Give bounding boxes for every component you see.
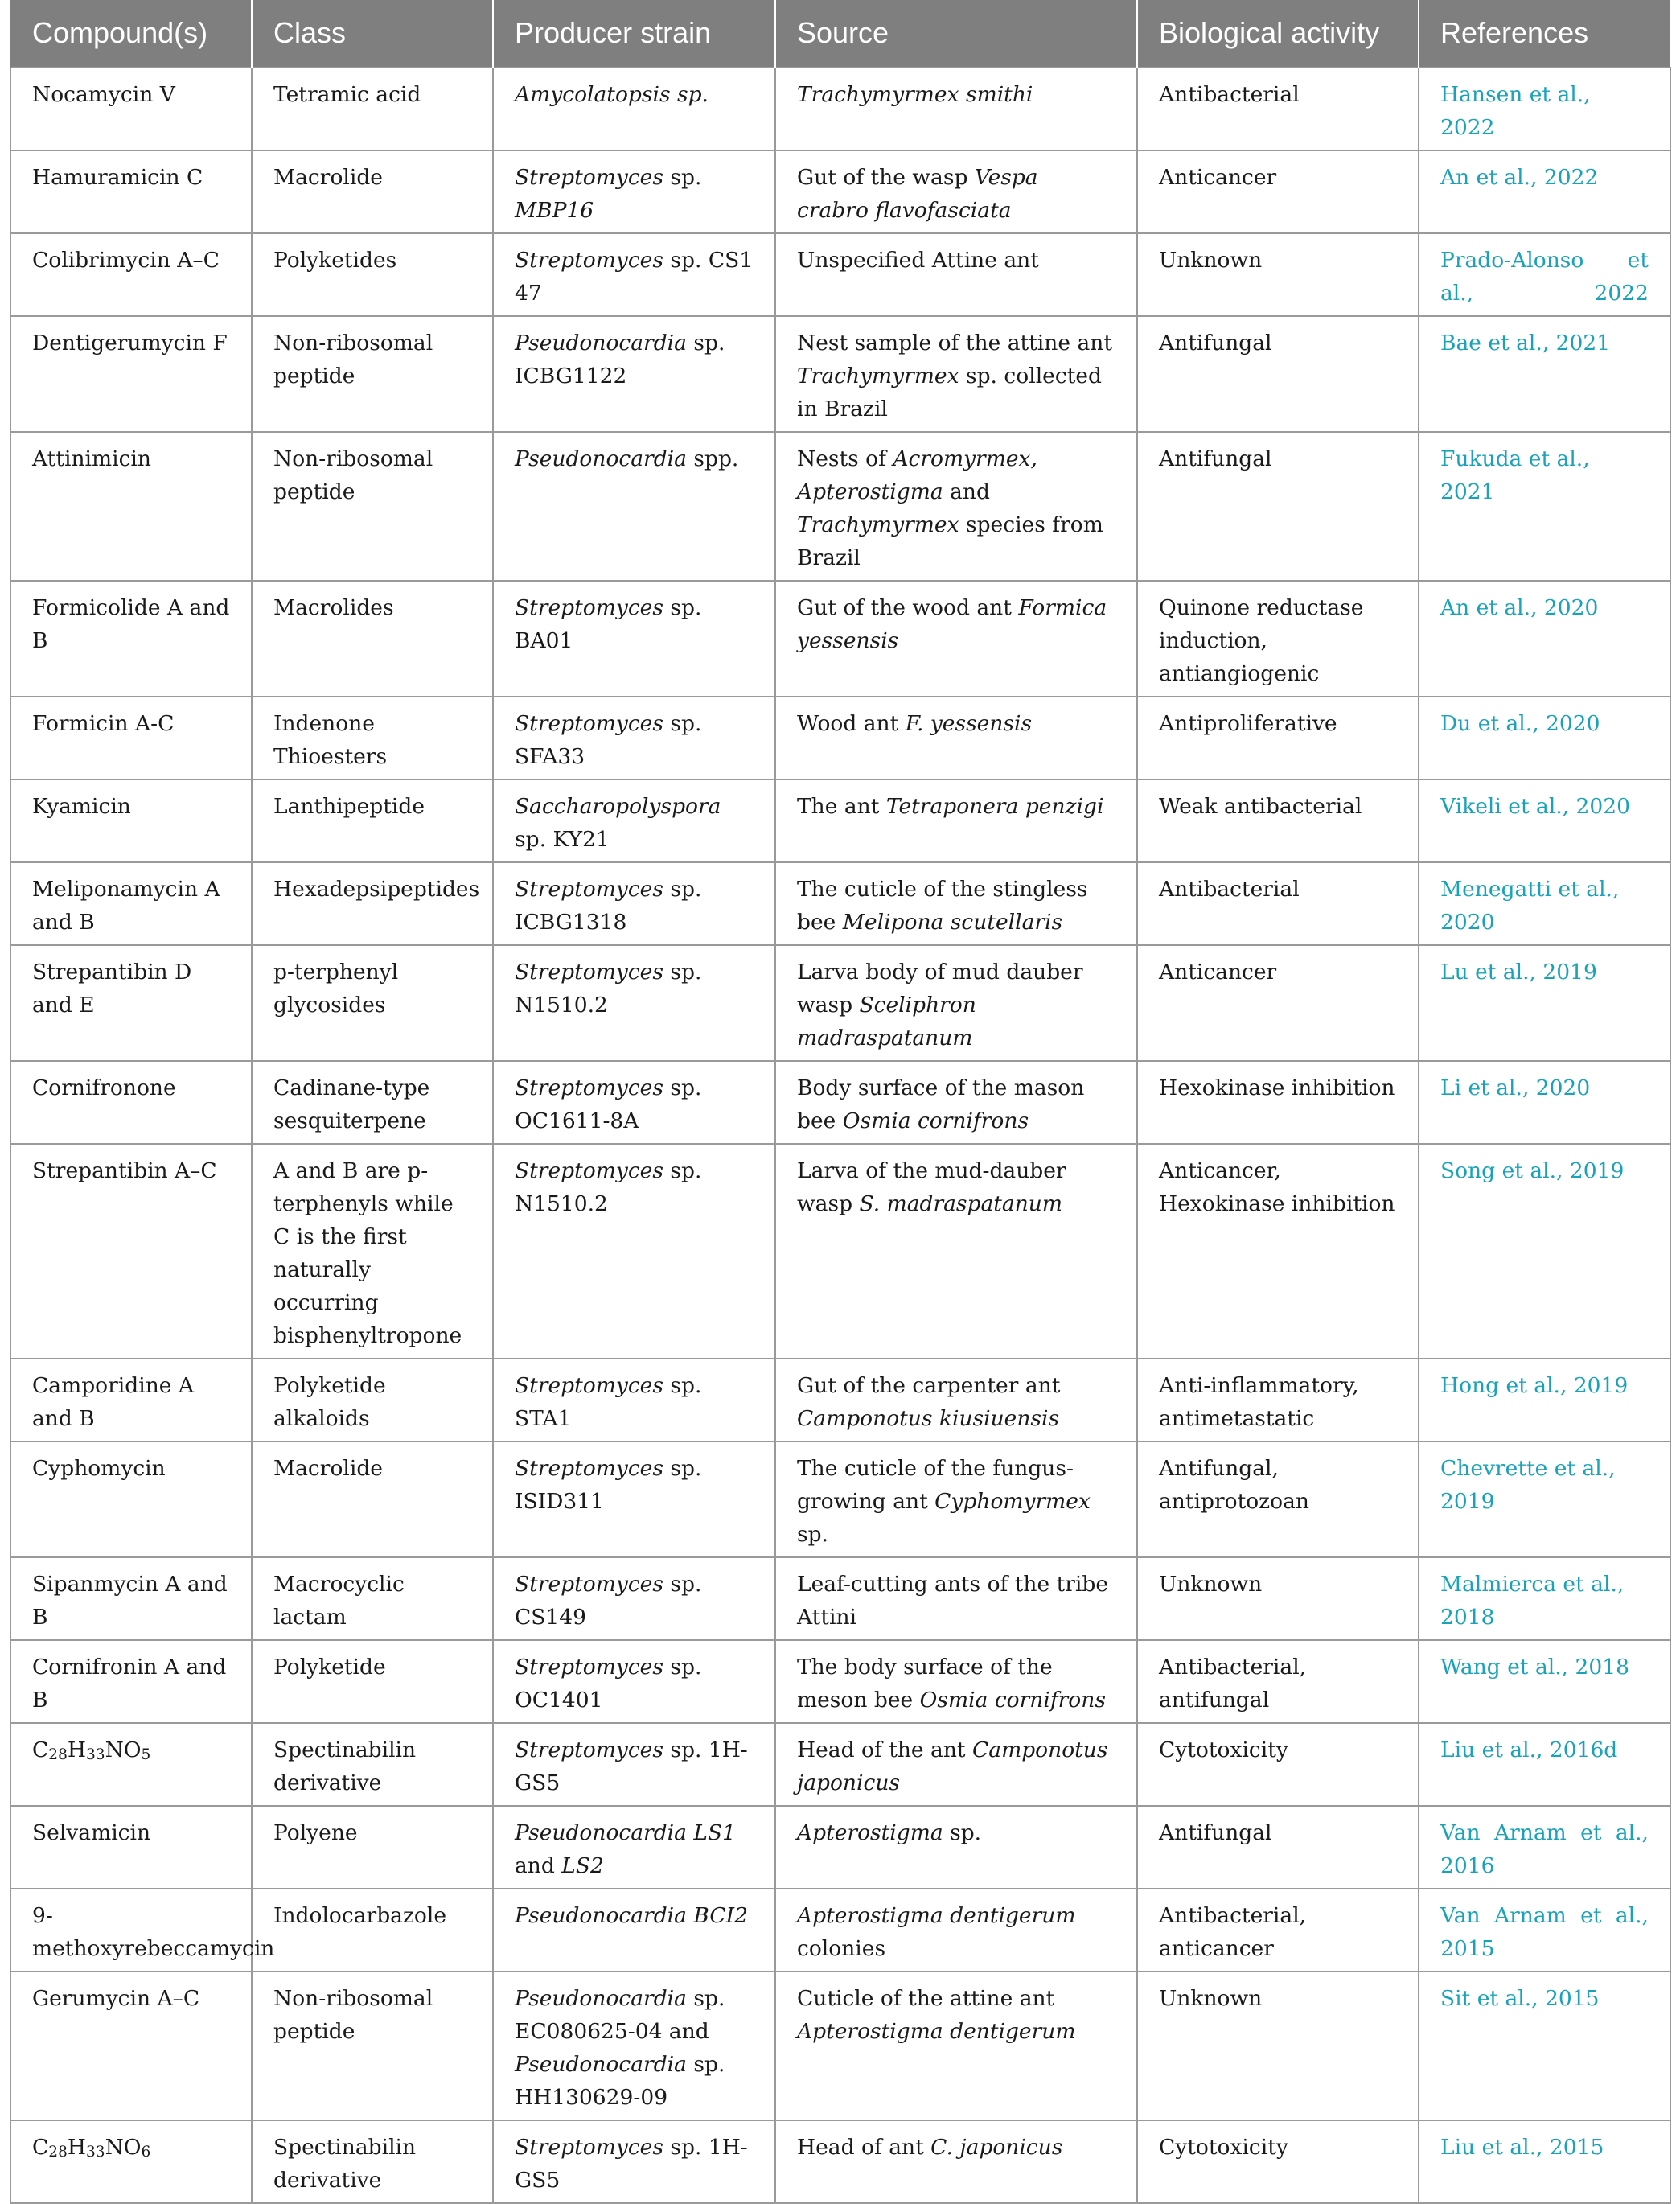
table-row	[10, 316, 1670, 432]
table-wrapper	[10, 0, 1670, 2204]
table-row	[10, 1557, 1670, 1640]
cell-activity: Antifungal	[1137, 1806, 1419, 1889]
cell-activity: Anticancer, Hexokinase inhibition	[1137, 1144, 1419, 1359]
table-row	[10, 2120, 1670, 2203]
cell-activity: Hexokinase inhibition	[1137, 1061, 1419, 1144]
header-compound: Compound(s)	[10, 0, 252, 68]
cell-source: The cuticle of the stingless bee Melipona scutellaris	[775, 862, 1137, 945]
cell-class: Indenone Thioesters	[252, 697, 493, 779]
cell-strain: Streptomyces sp. N1510.2	[493, 1144, 775, 1359]
cell-strain: Streptomyces sp. OC1401	[493, 1640, 775, 1723]
cell-strain: Streptomyces sp. 1H-GS5	[493, 1723, 775, 1806]
cell-compound: Cornifronin A and B	[10, 1640, 252, 1723]
reference-link[interactable]: Fukuda et al., 2021	[1419, 432, 1670, 581]
cell-strain: Pseudonocardia sp. EC080625-04 and Pseudonocardia sp. HH130629-09	[493, 1972, 775, 2120]
compounds-table	[10, 0, 1671, 2204]
table-row	[10, 1806, 1670, 1889]
cell-source: Nest sample of the attine ant Trachymyrmex sp. collected in Brazil	[775, 316, 1137, 432]
cell-strain: Saccharopolyspora sp. KY21	[493, 779, 775, 862]
cell-source: Gut of the wood ant Formica yessensis	[775, 581, 1137, 697]
formula-subscript: 28	[48, 2144, 68, 2161]
cell-class: Hexadepsipeptides	[252, 862, 493, 945]
cell-activity: Unknown	[1137, 1972, 1419, 2120]
reference-link[interactable]: Li et al., 2020	[1419, 1061, 1670, 1144]
cell-source: Head of the ant Camponotus japonicus	[775, 1723, 1137, 1806]
cell-class: Macrolide	[252, 1441, 493, 1557]
cell-compound: 9-methoxyrebeccamycin	[10, 1889, 252, 1972]
formula-subscript: 33	[86, 1746, 105, 1763]
reference-link[interactable]: Van Arnam et al., 2015	[1419, 1889, 1670, 1972]
cell-compound: Strepantibin D and E	[10, 945, 252, 1061]
cell-class: Lanthipeptide	[252, 779, 493, 862]
table-row	[10, 1359, 1670, 1441]
cell-compound: Selvamicin	[10, 1806, 252, 1889]
cell-class: Macrolide	[252, 150, 493, 233]
cell-activity: Unknown	[1137, 233, 1419, 316]
header-source: Source	[775, 0, 1137, 68]
cell-source: Body surface of the mason bee Osmia cornifrons	[775, 1061, 1137, 1144]
cell-source: Larva of the mud-dauber wasp S. madraspatanum	[775, 1144, 1137, 1359]
cell-class: Polyene	[252, 1806, 493, 1889]
table-row	[10, 1061, 1670, 1144]
reference-link[interactable]: Hansen et al., 2022	[1419, 68, 1670, 150]
reference-link[interactable]: Sit et al., 2015	[1419, 1972, 1670, 2120]
cell-source: Cuticle of the attine ant Apterostigma dentigerum	[775, 1972, 1137, 2120]
cell-source: Head of ant C. japonicus	[775, 2120, 1137, 2203]
cell-activity: Antibacterial	[1137, 862, 1419, 945]
cell-class: Indolocarbazole	[252, 1889, 493, 1972]
cell-class: Non-ribosomal peptide	[252, 1972, 493, 2120]
cell-class: Non-ribosomal peptide	[252, 432, 493, 581]
cell-strain: Streptomyces sp. ISID311	[493, 1441, 775, 1557]
cell-class: Polyketide	[252, 1640, 493, 1723]
table-row	[10, 1441, 1670, 1557]
cell-strain: Streptomyces sp. STA1	[493, 1359, 775, 1441]
cell-compound: Kyamicin	[10, 779, 252, 862]
table-row	[10, 1972, 1670, 2120]
cell-source: Wood ant F. yessensis	[775, 697, 1137, 779]
reference-link[interactable]: Prado-Alonso et al., 2022	[1419, 233, 1670, 316]
formula-part: C	[32, 1737, 49, 1762]
strain-text: Amycolatopsis sp.	[515, 82, 709, 107]
formula-part: H	[67, 2135, 86, 2160]
cell-compound: Formicin A-C	[10, 697, 252, 779]
cell-strain: Streptomyces sp. 1H-GS5	[493, 2120, 775, 2203]
cell-strain: Pseudonocardia sp. ICBG1122	[493, 316, 775, 432]
formula-part: C	[32, 2135, 49, 2160]
cell-source: The ant Tetraponera penzigi	[775, 779, 1137, 862]
cell-compound: Strepantibin A–C	[10, 1144, 252, 1359]
cell-activity: Quinone reductase induction, antiangiogenic	[1137, 581, 1419, 697]
cell-compound: Nocamycin V	[10, 68, 252, 150]
cell-strain	[493, 68, 775, 150]
cell-source: The cuticle of the fungus-growing ant Cyphomyrmex sp.	[775, 1441, 1137, 1557]
cell-compound: Hamuramicin C	[10, 150, 252, 233]
cell-strain: Pseudonocardia spp.	[493, 432, 775, 581]
cell-strain: Streptomyces sp. ICBG1318	[493, 862, 775, 945]
cell-source: The body surface of the meson bee Osmia cornifrons	[775, 1640, 1137, 1723]
formula-subscript: 5	[141, 1746, 151, 1763]
cell-class: A and B are p-terphenyls while C is the first naturally occurring bisphenyltropone	[252, 1144, 493, 1359]
header-class: Class	[252, 0, 493, 68]
cell-compound: Gerumycin A–C	[10, 1972, 252, 2120]
reference-link[interactable]: Liu et al., 2016d	[1419, 1723, 1670, 1806]
cell-activity: Unknown	[1137, 1557, 1419, 1640]
cell-strain: Pseudonocardia LS1 and LS2	[493, 1806, 775, 1889]
cell-source: Gut of the carpenter ant Camponotus kiusiuensis	[775, 1359, 1137, 1441]
formula-subscript: 33	[86, 2144, 105, 2161]
cell-source: Apterostigma dentigerum colonies	[775, 1889, 1137, 1972]
cell-class: Polyketide alkaloids	[252, 1359, 493, 1441]
reference-link[interactable]: Hong et al., 2019	[1419, 1359, 1670, 1441]
cell-activity: Weak antibacterial	[1137, 779, 1419, 862]
cell-activity: Antibacterial, antifungal	[1137, 1640, 1419, 1723]
formula-subscript: 6	[141, 2144, 151, 2161]
cell-compound: Cornifronone	[10, 1061, 252, 1144]
cell-source: Nests of Acromyrmex, Apterostigma and Trachymyrmex species from Brazil	[775, 432, 1137, 581]
table-row	[10, 432, 1670, 581]
cell-class: Polyketides	[252, 233, 493, 316]
reference-link[interactable]: Bae et al., 2021	[1419, 316, 1670, 432]
cell-class: Spectinabilin derivative	[252, 1723, 493, 1806]
table-row	[10, 945, 1670, 1061]
cell-source: Leaf-cutting ants of the tribe Attini	[775, 1557, 1137, 1640]
cell-class: p-terphenyl glycosides	[252, 945, 493, 1061]
table-row	[10, 1144, 1670, 1359]
formula-part: NO	[105, 2135, 142, 2160]
header-producer-strain: Producer strain	[493, 0, 775, 68]
cell-compound: Cyphomycin	[10, 1441, 252, 1557]
cell-class: Macrolides	[252, 581, 493, 697]
header-row	[10, 0, 1670, 68]
cell-compound: Camporidine A and B	[10, 1359, 252, 1441]
cell-activity: Antifungal	[1137, 316, 1419, 432]
cell-strain: Streptomyces sp. N1510.2	[493, 945, 775, 1061]
formula-subscript: 28	[48, 1746, 68, 1763]
cell-class: Macrocyclic lactam	[252, 1557, 493, 1640]
header-biological-activity: Biological activity	[1137, 0, 1419, 68]
formula-part: NO	[105, 1737, 142, 1762]
cell-class: Tetramic acid	[252, 68, 493, 150]
cell-compound: Dentigerumycin F	[10, 316, 252, 432]
cell-strain: Streptomyces sp. CS149	[493, 1557, 775, 1640]
cell-activity: Cytotoxicity	[1137, 2120, 1419, 2203]
table-row	[10, 1640, 1670, 1723]
table-row	[10, 1723, 1670, 1806]
cell-compound: Sipanmycin A and B	[10, 1557, 252, 1640]
table-row	[10, 581, 1670, 697]
cell-activity: Antibacterial	[1137, 68, 1419, 150]
formula-part: H	[67, 1737, 86, 1762]
cell-activity: Antifungal	[1137, 432, 1419, 581]
cell-compound	[10, 2120, 252, 2203]
reference-link[interactable]: Malmierca et al., 2018	[1419, 1557, 1670, 1640]
cell-activity: Antiproliferative	[1137, 697, 1419, 779]
cell-strain: Streptomyces sp. BA01	[493, 581, 775, 697]
reference-link[interactable]: An et al., 2020	[1419, 581, 1670, 697]
cell-strain: Streptomyces sp. CS1 47	[493, 233, 775, 316]
cell-compound: Formicolide A and B	[10, 581, 252, 697]
cell-strain: Pseudonocardia BCI2	[493, 1889, 775, 1972]
cell-source: Unspecified Attine ant	[775, 233, 1137, 316]
header-references: References	[1419, 0, 1670, 68]
cell-activity: Antibacterial, anticancer	[1137, 1889, 1419, 1972]
cell-activity: Anticancer	[1137, 150, 1419, 233]
reference-link[interactable]: Lu et al., 2019	[1419, 945, 1670, 1061]
cell-source: Larva body of mud dauber wasp Sceliphron madraspatanum	[775, 945, 1137, 1061]
cell-strain: Streptomyces sp. SFA33	[493, 697, 775, 779]
cell-activity: Cytotoxicity	[1137, 1723, 1419, 1806]
reference-link[interactable]: Chevrette et al., 2019	[1419, 1441, 1670, 1557]
source-text: Trachymyrmex smithi	[797, 82, 1033, 107]
table-row	[10, 68, 1670, 150]
cell-source: Apterostigma sp.	[775, 1806, 1137, 1889]
cell-activity: Anticancer	[1137, 945, 1419, 1061]
table-row	[10, 150, 1670, 233]
reference-link[interactable]: Du et al., 2020	[1419, 697, 1670, 779]
cell-source	[775, 68, 1137, 150]
reference-link[interactable]: Van Arnam et al., 2016	[1419, 1806, 1670, 1889]
reference-link[interactable]: Menegatti et al., 2020	[1419, 862, 1670, 945]
cell-source: Gut of the wasp Vespa crabro flavofasciata	[775, 150, 1137, 233]
table-row	[10, 779, 1670, 862]
reference-link[interactable]: Liu et al., 2015	[1419, 2120, 1670, 2203]
cell-class: Spectinabilin derivative	[252, 2120, 493, 2203]
cell-compound	[10, 1723, 252, 1806]
table-row	[10, 697, 1670, 779]
table-row	[10, 862, 1670, 945]
cell-activity: Antifungal, antiprotozoan	[1137, 1441, 1419, 1557]
cell-activity: Anti-inflammatory, antimetastatic	[1137, 1359, 1419, 1441]
reference-link[interactable]: Wang et al., 2018	[1419, 1640, 1670, 1723]
cell-class: Non-ribosomal peptide	[252, 316, 493, 432]
cell-compound: Attinimicin	[10, 432, 252, 581]
reference-link[interactable]: An et al., 2022	[1419, 150, 1670, 233]
cell-strain: Streptomyces sp. MBP16	[493, 150, 775, 233]
table-row	[10, 233, 1670, 316]
reference-link[interactable]: Song et al., 2019	[1419, 1144, 1670, 1359]
cell-compound: Colibrimycin A–C	[10, 233, 252, 316]
table-row	[10, 1889, 1670, 1972]
cell-class: Cadinane-type sesquiterpene	[252, 1061, 493, 1144]
cell-strain: Streptomyces sp. OC1611-8A	[493, 1061, 775, 1144]
reference-link[interactable]: Vikeli et al., 2020	[1419, 779, 1670, 862]
cell-compound: Meliponamycin A and B	[10, 862, 252, 945]
